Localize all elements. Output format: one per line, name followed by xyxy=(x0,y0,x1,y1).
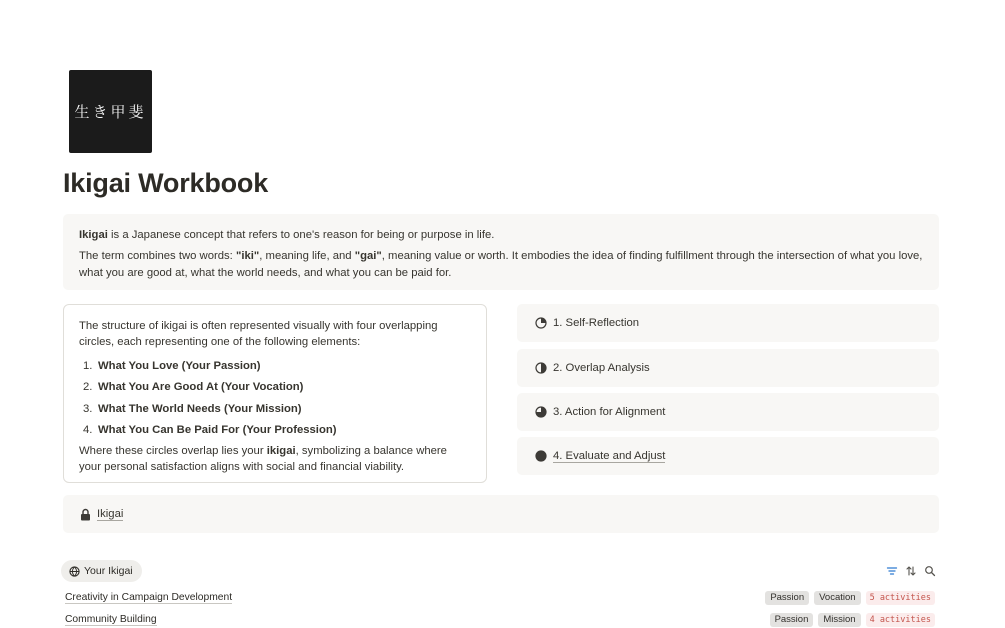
callout-text: is a Japanese concept that refers to one's reason for being or purpose in life. xyxy=(107,229,495,241)
list-item xyxy=(83,377,470,399)
activities-count: 4 activities xyxy=(866,613,935,627)
progress-half-icon xyxy=(535,362,547,374)
callout-paragraph-2 xyxy=(79,248,923,282)
list-item xyxy=(83,355,470,377)
list-number: 1. xyxy=(83,359,93,372)
structure-intro: The structure of ikigai is often represented visually with four overlapping circles, each representing one of the following elements: xyxy=(79,320,438,348)
lock-icon xyxy=(80,508,91,521)
step-label: 2. Overlap Analysis xyxy=(553,362,650,374)
database-toolbar xyxy=(886,565,936,577)
globe-icon xyxy=(69,566,80,577)
step-self-reflection[interactable] xyxy=(517,304,939,342)
list-text: What You Love (Your Passion) xyxy=(98,359,261,372)
view-tab-your-ikigai[interactable] xyxy=(61,560,142,582)
list-number: 4. xyxy=(83,424,93,437)
step-action-for-alignment[interactable] xyxy=(517,393,939,431)
progress-quarter-icon xyxy=(535,317,547,329)
row-tags xyxy=(765,591,935,605)
callout-text: , meaning value or worth. It embodies the idea of finding fulfillment through the intersection of what you love, what you are good at, what the world needs, and what you can be paid for. xyxy=(79,250,923,279)
step-evaluate-and-adjust[interactable] xyxy=(517,437,939,475)
callout-term-gai: "gai" xyxy=(354,250,382,262)
list-item xyxy=(83,398,470,420)
list-number: 3. xyxy=(83,402,93,415)
outro-text: , symbolizing a balance where your personal satisfaction aligns with social and financial viability. xyxy=(79,445,447,473)
list-text: What You Can Be Paid For (Your Profession) xyxy=(98,424,337,437)
structure-outro xyxy=(79,443,470,475)
table-row[interactable] xyxy=(65,610,935,628)
callout-text: The term combines two words: xyxy=(79,250,236,262)
step-label: 1. Self-Reflection xyxy=(553,317,640,329)
tag-badge: Passion xyxy=(770,613,814,627)
progress-full-icon xyxy=(535,450,547,462)
row-name[interactable]: Community Building xyxy=(65,614,157,625)
tag-badge: Passion xyxy=(765,591,809,605)
list-number: 2. xyxy=(83,381,93,394)
list-text: What The World Needs (Your Mission) xyxy=(98,402,302,415)
step-label: 3. Action for Alignment xyxy=(553,406,666,418)
tag-badge: Mission xyxy=(818,613,860,627)
callout-paragraph-1 xyxy=(79,227,923,244)
outro-text: Where these circles overlap lies your xyxy=(79,445,267,457)
row-name[interactable]: Creativity in Campaign Development xyxy=(65,592,233,603)
elements-list xyxy=(83,355,470,441)
table-row[interactable] xyxy=(65,588,935,608)
callout-term: Ikigai xyxy=(79,229,108,241)
ikigai-page-link[interactable] xyxy=(63,495,939,533)
outro-term: ikigai xyxy=(266,445,296,457)
filter-icon[interactable] xyxy=(886,565,898,577)
intro-callout xyxy=(63,214,939,290)
list-text: What You Are Good At (Your Vocation) xyxy=(98,381,304,394)
page-link-label: Ikigai xyxy=(97,507,124,520)
page-cover-image xyxy=(69,70,152,153)
activities-count: 5 activities xyxy=(866,591,935,605)
callout-text: , meaning life, and xyxy=(259,250,355,262)
cover-text: 生き甲斐 xyxy=(74,103,147,121)
step-overlap-analysis[interactable] xyxy=(517,349,939,387)
step-label: 4. Evaluate and Adjust xyxy=(553,449,666,462)
view-tab-label: Your Ikigai xyxy=(84,565,133,577)
search-icon[interactable] xyxy=(924,565,936,577)
row-tags xyxy=(770,613,935,627)
tag-badge: Vocation xyxy=(814,591,860,605)
ikigai-structure-box xyxy=(63,304,487,483)
page-title: Ikigai Workbook xyxy=(63,168,269,198)
sort-icon[interactable] xyxy=(905,565,917,577)
progress-three-quarter-icon xyxy=(535,406,547,418)
list-item xyxy=(83,420,470,442)
callout-term-iki: "iki" xyxy=(235,250,260,262)
